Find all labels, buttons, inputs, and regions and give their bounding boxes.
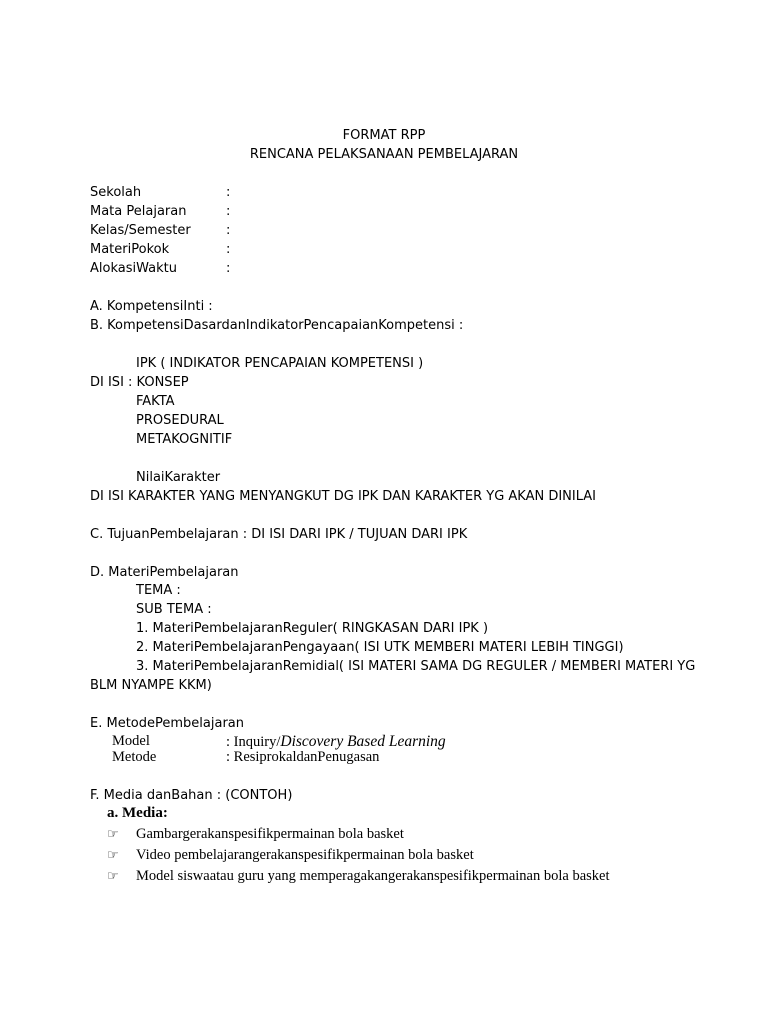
- tema-label: TEMA :: [136, 583, 181, 598]
- list-item: Video pembelajarangerakanspesifikpermainan bola basket: [136, 847, 474, 863]
- metode-value: : ResiprokaldanPenugasan: [226, 749, 380, 765]
- identity-label-materi: MateriPokok: [90, 242, 170, 257]
- section-b-heading: B. KompetensiDasardanIndikatorPencapaianKompetensi :: [90, 318, 464, 333]
- list-item: Model siswaatau guru yang memperagakangerakanspesifikpermainan bola basket: [136, 868, 610, 884]
- nilai-karakter-desc: DI ISI KARAKTER YANG MENYANGKUT DG IPK DAN KARAKTER YG AKAN DINILAI: [90, 489, 597, 504]
- list-item: PROSEDURAL: [136, 413, 224, 428]
- identity-label-mapel: Mata Pelajaran: [90, 204, 187, 219]
- model-value-prefix: : Inquiry/: [226, 734, 281, 750]
- model-value-italic: Discovery Based Learning: [280, 733, 446, 750]
- doc-subtitle: RENCANA PELAKSANAAN PEMBELAJARAN: [249, 147, 519, 162]
- section-d-heading: D. MateriPembelajaran: [90, 565, 239, 580]
- section-e-heading: E. MetodePembelajaran: [90, 716, 244, 731]
- di-isi-konsep: DI ISI : KONSEP: [90, 375, 189, 390]
- model-label: Model: [112, 733, 150, 749]
- identity-sep: :: [226, 204, 231, 219]
- list-item: Gambargerakanspesifikpermainan bola basket: [136, 826, 404, 842]
- section-f-heading: F. Media danBahan : (CONTOH): [90, 788, 293, 803]
- subtema-label: SUB TEMA :: [136, 602, 212, 617]
- identity-label-kelas: Kelas/Semester: [90, 223, 191, 238]
- materi-item-3: 3. MateriPembelajaranRemidial( ISI MATERI SAMA DG REGULER / MEMBERI MATERI YG: [136, 659, 696, 674]
- list-item: METAKOGNITIF: [136, 432, 233, 447]
- section-a-heading: A. KompetensiInti :: [90, 299, 213, 314]
- ipk-heading: IPK ( INDIKATOR PENCAPAIAN KOMPETENSI ): [136, 356, 424, 371]
- materi-item-1: 1. MateriPembelajaranReguler( RINGKASAN DARI IPK ): [136, 621, 489, 636]
- pointing-hand-icon: ☞: [107, 827, 119, 842]
- identity-label-sekolah: Sekolah: [90, 185, 142, 200]
- pointing-hand-icon: ☞: [107, 848, 119, 863]
- list-item: FAKTA: [136, 394, 175, 409]
- identity-sep: :: [226, 242, 231, 257]
- doc-title: FORMAT RPP: [342, 128, 426, 143]
- materi-item-2: 2. MateriPembelajaranPengayaan( ISI UTK MEMBERI MATERI LEBIH TINGGI): [136, 640, 624, 655]
- identity-sep: :: [226, 223, 231, 238]
- pointing-hand-icon: ☞: [107, 869, 119, 884]
- identity-label-alokasi: AlokasiWaktu: [90, 261, 177, 276]
- section-c-heading: C. TujuanPembelajaran : DI ISI DARI IPK / TUJUAN DARI IPK: [90, 527, 468, 542]
- metode-label: Metode: [112, 749, 157, 765]
- nilai-karakter-heading: NilaiKarakter: [136, 470, 221, 485]
- media-subheading: a. Media:: [107, 805, 168, 821]
- identity-sep: :: [226, 261, 231, 276]
- identity-sep: :: [226, 185, 231, 200]
- materi-item-3-cont: BLM NYAMPE KKM): [90, 678, 212, 693]
